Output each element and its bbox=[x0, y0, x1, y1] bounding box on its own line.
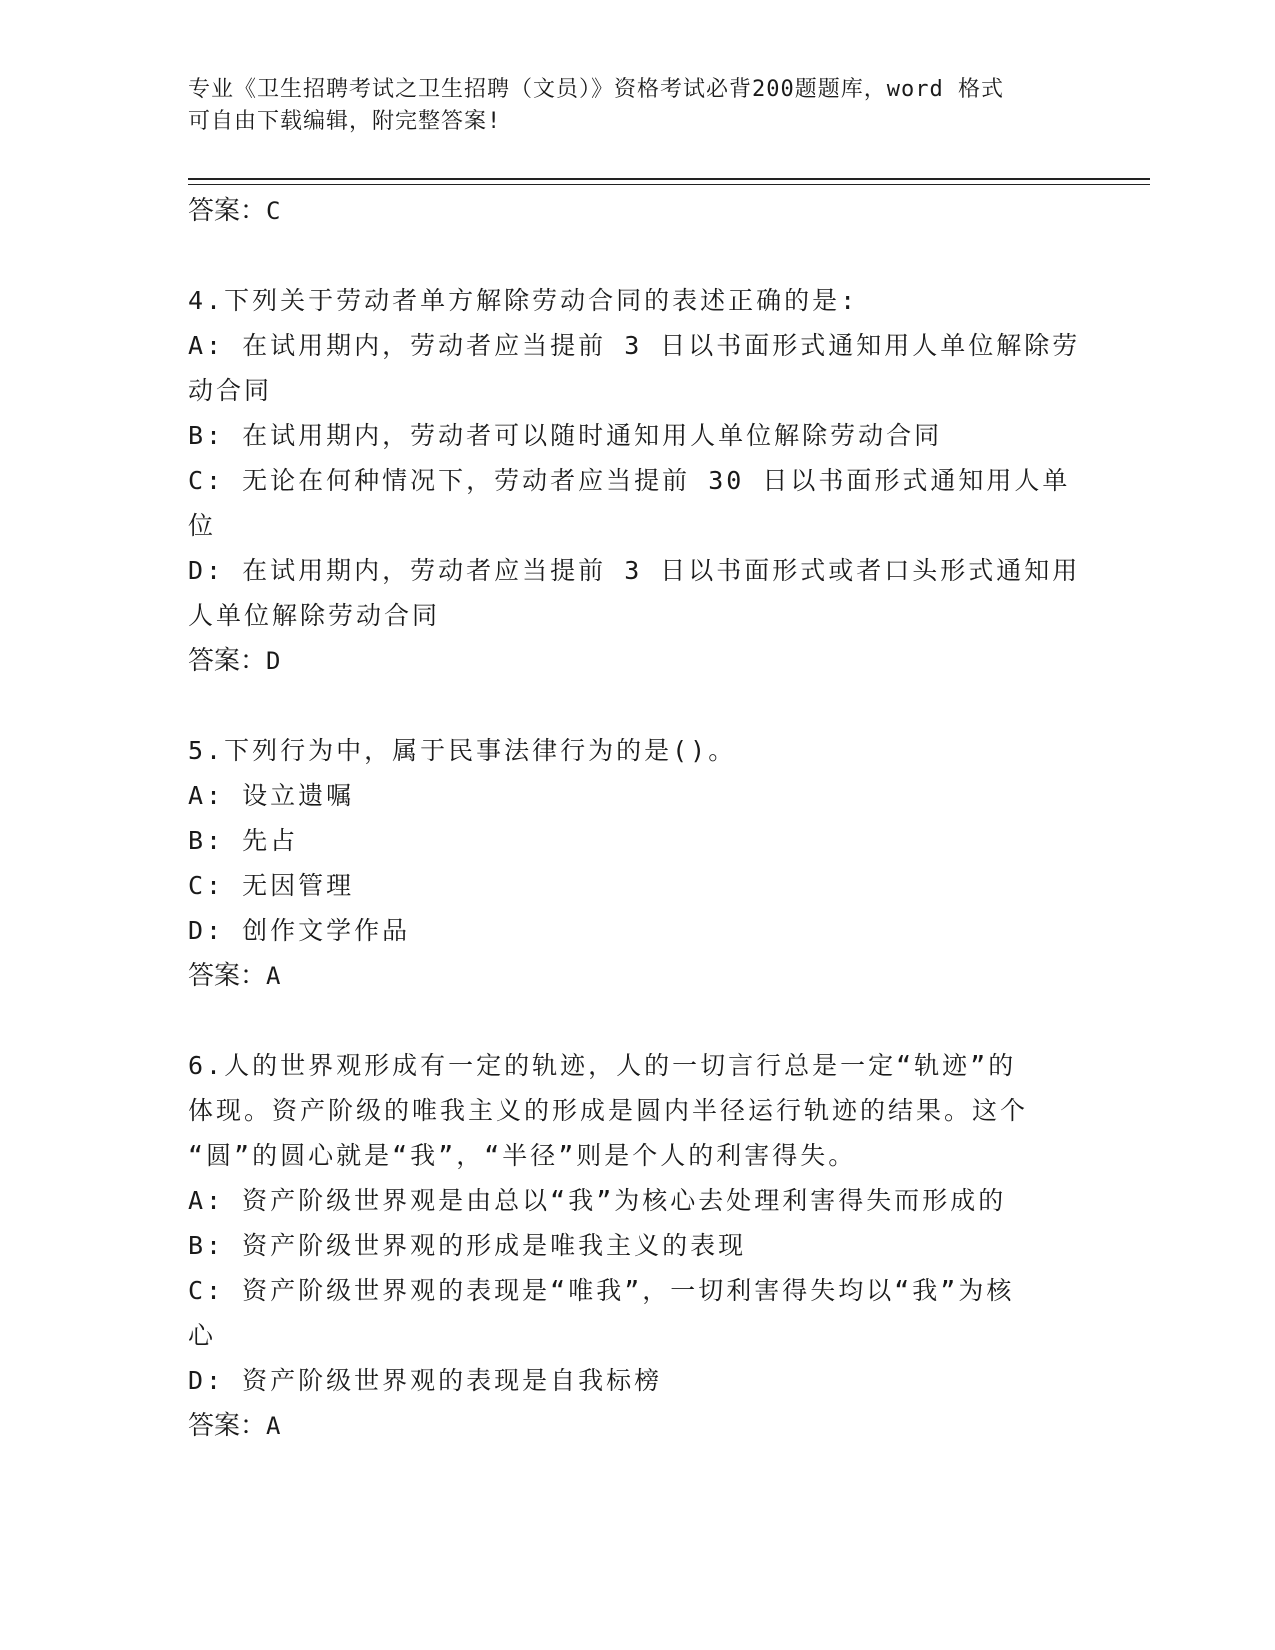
document-header bbox=[188, 74, 1068, 138]
question-text-cont-1: 体现。资产阶级的唯我主义的形成是圆内半径运行轨迹的结果。这个 bbox=[188, 1096, 1029, 1125]
question-6 bbox=[188, 1043, 1088, 1449]
answer-value: A bbox=[266, 962, 281, 990]
option-c: C: 无论在何种情况下，劳动者应当提前 30 日以书面形式通知用人单 bbox=[188, 466, 1071, 495]
header-line-1: 专业《卫生招聘考试之卫生招聘（文员）》资格考试必背200题题库，word 格式 bbox=[188, 77, 1004, 102]
answer-label: 答案： bbox=[188, 1411, 267, 1441]
option-b: B: 先占 bbox=[188, 826, 299, 855]
option-b: B: 在试用期内，劳动者可以随时通知用人单位解除劳动合同 bbox=[188, 421, 943, 450]
answer-label: 答案： bbox=[188, 961, 267, 991]
question-list bbox=[188, 188, 1088, 1449]
header-divider-thin bbox=[188, 184, 1150, 185]
answer-label: 答案： bbox=[188, 646, 267, 676]
answer-value: A bbox=[266, 1412, 281, 1440]
question-answer bbox=[188, 638, 1088, 684]
option-c: C: 无因管理 bbox=[188, 871, 355, 900]
previous-answer bbox=[188, 188, 1088, 234]
question-text-cont-2: “圆”的圆心就是“我”，“半径”则是个人的利害得失。 bbox=[188, 1141, 857, 1170]
option-c-cont: 位 bbox=[188, 511, 217, 540]
question-text: 4.下列关于劳动者单方解除劳动合同的表述正确的是: bbox=[188, 286, 859, 315]
question-text: 6.人的世界观形成有一定的轨迹，人的一切言行总是一定“轨迹”的 bbox=[188, 1051, 1017, 1080]
option-d: D: 在试用期内，劳动者应当提前 3 日以书面形式或者口头形式通知用 bbox=[188, 556, 1081, 585]
question-answer bbox=[188, 953, 1088, 999]
answer-value: D bbox=[266, 647, 281, 675]
question-text: 5.下列行为中，属于民事法律行为的是()。 bbox=[188, 736, 737, 765]
option-a: A: 资产阶级世界观是由总以“我”为核心去处理利害得失而形成的 bbox=[188, 1186, 1007, 1215]
option-c-cont: 心 bbox=[188, 1321, 217, 1350]
answer-label: 答案： bbox=[188, 196, 267, 226]
header-line-2: 可自由下载编辑，附完整答案! bbox=[188, 109, 502, 134]
question-5 bbox=[188, 728, 1088, 999]
option-d-cont: 人单位解除劳动合同 bbox=[188, 601, 441, 630]
option-b: B: 资产阶级世界观的形成是唯我主义的表现 bbox=[188, 1231, 747, 1260]
option-a: A: 设立遗嘱 bbox=[188, 781, 355, 810]
question-answer bbox=[188, 1403, 1088, 1449]
question-4 bbox=[188, 278, 1088, 684]
option-a: A: 在试用期内，劳动者应当提前 3 日以书面形式通知用人单位解除劳 bbox=[188, 331, 1081, 360]
answer-value: C bbox=[266, 197, 281, 225]
option-d: D: 创作文学作品 bbox=[188, 916, 411, 945]
option-c: C: 资产阶级世界观的表现是“唯我”，一切利害得失均以“我”为核 bbox=[188, 1276, 1015, 1305]
option-d: D: 资产阶级世界观的表现是自我标榜 bbox=[188, 1366, 663, 1395]
option-a-cont: 动合同 bbox=[188, 376, 273, 405]
header-divider-thick bbox=[188, 178, 1150, 180]
